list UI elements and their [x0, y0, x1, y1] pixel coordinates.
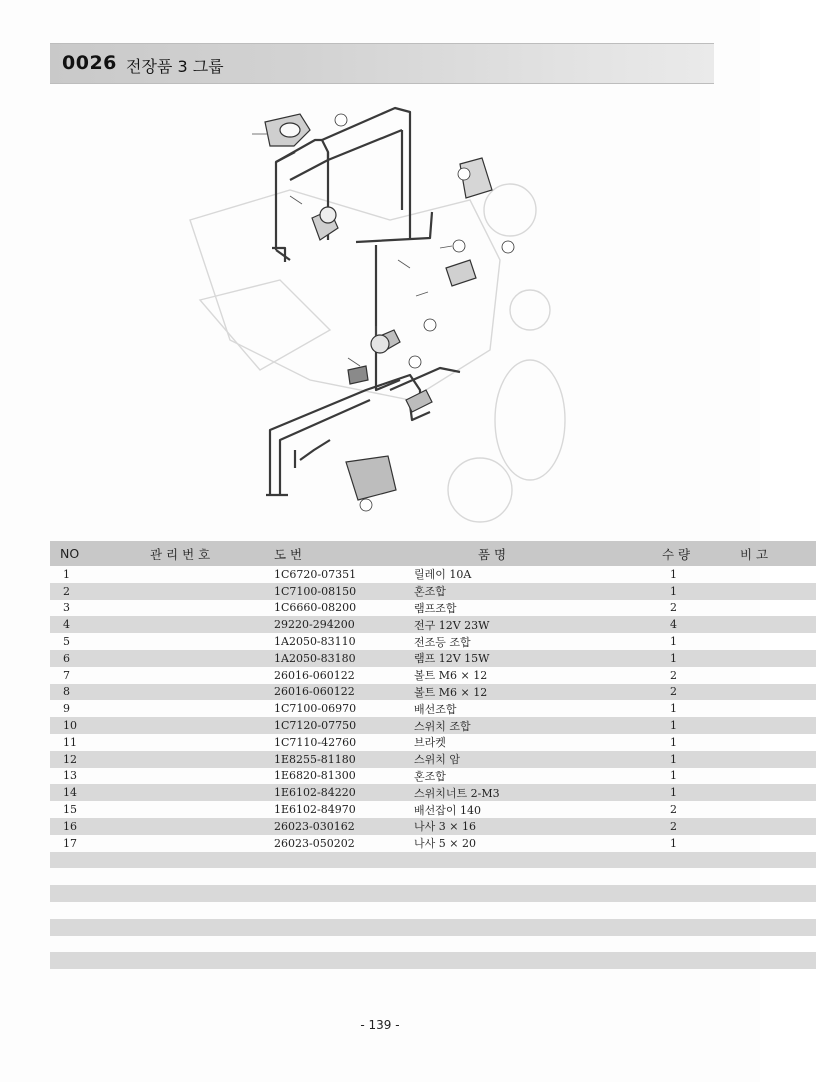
- cell-item: 스위치 조합: [414, 719, 471, 733]
- table-row: [50, 801, 816, 818]
- cell-no: 5: [63, 635, 70, 649]
- cell-qty: 1: [670, 651, 677, 665]
- cell-drawing: [274, 868, 414, 885]
- cell-qty: 2: [670, 685, 677, 699]
- page-number: - 139 -: [360, 1018, 400, 1032]
- cell-note: [722, 868, 816, 885]
- cell-qty: [662, 919, 722, 936]
- cell-mgmt: [140, 566, 274, 583]
- cell-mgmt: [140, 818, 274, 835]
- table-row: [50, 919, 816, 936]
- table-row: [50, 600, 816, 617]
- cell-item: 램프조합: [414, 601, 457, 615]
- cell-qty: 2: [670, 819, 677, 833]
- components: [265, 114, 492, 500]
- col-header-mgmt: 관 리 번 호: [150, 546, 211, 562]
- cell-item: 혼조합: [414, 769, 446, 783]
- cell-mgmt: [140, 650, 274, 667]
- table-row: [50, 885, 816, 902]
- cell-qty: 1: [670, 836, 677, 850]
- cell-note: [722, 768, 816, 785]
- cell-note: [722, 583, 816, 600]
- cell-item: [414, 885, 662, 902]
- cell-qty: 1: [670, 769, 677, 783]
- cell-drawing: 26016-060122: [274, 685, 355, 699]
- cell-drawing: 29220-294200: [274, 618, 355, 632]
- cell-qty: 1: [670, 584, 677, 598]
- cell-drawing: [274, 969, 414, 986]
- cell-mgmt: [140, 583, 274, 600]
- leader-lines: [252, 134, 452, 366]
- cell-item: 전조등 조합: [414, 635, 471, 649]
- cell-note: [722, 650, 816, 667]
- cell-qty: [662, 902, 722, 919]
- cell-note: [722, 936, 816, 953]
- cell-item: 스위치너트 2-M3: [414, 786, 500, 800]
- cell-drawing: 1E6102-84220: [274, 786, 356, 800]
- cell-note: [722, 784, 816, 801]
- table-row: [50, 734, 816, 751]
- cell-mgmt: [140, 784, 274, 801]
- cell-no: [50, 969, 140, 986]
- cell-note: [722, 734, 816, 751]
- cell-qty: [662, 936, 722, 953]
- cell-item: 나사 5 × 20: [414, 837, 476, 851]
- cell-item: [414, 919, 662, 936]
- cell-mgmt: [140, 919, 274, 936]
- cell-item: 브라켓: [414, 736, 446, 750]
- cell-drawing: 1E6820-81300: [274, 769, 356, 783]
- cell-note: [722, 600, 816, 617]
- cell-note: [722, 566, 816, 583]
- cell-no: [50, 868, 140, 885]
- section-header: [50, 43, 714, 84]
- table-row: [50, 868, 816, 885]
- cell-item: 혼조합: [414, 585, 446, 599]
- cell-mgmt: [140, 684, 274, 701]
- cell-no: 1: [63, 567, 70, 581]
- cell-item: 램프 12V 15W: [414, 652, 490, 666]
- cell-note: [722, 616, 816, 633]
- table-row: [50, 633, 816, 650]
- cell-drawing: [274, 885, 414, 902]
- cell-drawing: 1C6660-08200: [274, 601, 357, 615]
- cell-no: 14: [63, 786, 77, 800]
- cell-qty: 2: [670, 803, 677, 817]
- cell-drawing: 26016-060122: [274, 668, 355, 682]
- cell-qty: [662, 885, 722, 902]
- cell-item: [414, 969, 662, 986]
- cell-no: [50, 852, 140, 869]
- cell-no: 2: [63, 584, 70, 598]
- cell-note: [722, 801, 816, 818]
- cell-drawing: 1C7110-42760: [274, 735, 357, 749]
- cell-drawing: 1A2050-83110: [274, 635, 356, 649]
- cell-drawing: 1C7100-06970: [274, 702, 357, 716]
- cell-note: [722, 667, 816, 684]
- cell-no: 6: [63, 651, 70, 665]
- table-row: [50, 784, 816, 801]
- cell-note: [722, 835, 816, 852]
- table-row: [50, 852, 816, 869]
- col-header-note: 비 고: [740, 546, 769, 562]
- cell-note: [722, 717, 816, 734]
- cell-mgmt: [140, 868, 274, 885]
- cell-drawing: 26023-030162: [274, 819, 355, 833]
- cell-qty: 1: [670, 567, 677, 581]
- cell-item: 볼트 M6 × 12: [414, 685, 488, 699]
- cell-note: [722, 902, 816, 919]
- cell-mgmt: [140, 734, 274, 751]
- cell-qty: 2: [670, 668, 677, 682]
- table-row: [50, 566, 816, 583]
- cell-qty: 1: [670, 786, 677, 800]
- cell-item: 스위치 암: [414, 753, 461, 767]
- cell-item: [414, 852, 662, 869]
- cell-item: 배선조합: [414, 702, 457, 716]
- cell-mgmt: [140, 885, 274, 902]
- cell-no: 3: [63, 601, 70, 615]
- cell-mgmt: [140, 768, 274, 785]
- table-row: [50, 717, 816, 734]
- cell-qty: 1: [670, 752, 677, 766]
- cell-mgmt: [140, 852, 274, 869]
- cell-drawing: 1E6102-84970: [274, 803, 356, 817]
- cell-mgmt: [140, 600, 274, 617]
- table-row: [50, 684, 816, 701]
- cell-no: [50, 919, 140, 936]
- cell-drawing: 1E8255-81180: [274, 752, 356, 766]
- cell-mgmt: [140, 835, 274, 852]
- cell-no: 4: [63, 618, 70, 632]
- cell-qty: 2: [670, 601, 677, 615]
- cell-qty: [662, 868, 722, 885]
- cell-note: [722, 684, 816, 701]
- cell-no: 10: [63, 719, 77, 733]
- section-code: 0026: [62, 52, 117, 74]
- cell-qty: 1: [670, 702, 677, 716]
- table-row: [50, 700, 816, 717]
- cell-drawing: [274, 919, 414, 936]
- cell-mgmt: [140, 952, 274, 969]
- cell-no: [50, 952, 140, 969]
- cell-no: 7: [63, 668, 70, 682]
- cell-item: 전구 12V 23W: [414, 618, 490, 632]
- cell-drawing: 1C6720-07351: [274, 567, 357, 581]
- table-row: [50, 969, 816, 986]
- cell-note: [722, 852, 816, 869]
- col-header-qty: 수 량: [662, 546, 691, 562]
- cell-item: 나사 3 × 16: [414, 820, 476, 834]
- cell-mgmt: [140, 969, 274, 986]
- cell-item: 배선잡이 140: [414, 803, 481, 817]
- cell-mgmt: [140, 616, 274, 633]
- table-header-row: [50, 541, 816, 566]
- cell-drawing: [274, 952, 414, 969]
- cell-drawing: 1C7120-07750: [274, 719, 357, 733]
- cell-qty: 1: [670, 719, 677, 733]
- cell-qty: 4: [670, 618, 677, 632]
- cell-item: [414, 902, 662, 919]
- cell-drawing: [274, 852, 414, 869]
- table-row: [50, 751, 816, 768]
- table-row: [50, 818, 816, 835]
- cell-note: [722, 633, 816, 650]
- cell-qty: [662, 952, 722, 969]
- cell-mgmt: [140, 633, 274, 650]
- cell-note: [722, 818, 816, 835]
- col-header-item: 품 명: [478, 546, 507, 562]
- cell-item: 릴레이 10A: [414, 568, 472, 582]
- cell-mgmt: [140, 902, 274, 919]
- parts-table: [50, 541, 816, 986]
- cell-no: [50, 902, 140, 919]
- cell-drawing: [274, 902, 414, 919]
- table-row: [50, 902, 816, 919]
- cell-no: 11: [63, 735, 77, 749]
- cell-no: 16: [63, 819, 77, 833]
- table-row: [50, 952, 816, 969]
- cell-item: [414, 936, 662, 953]
- cell-drawing: [274, 936, 414, 953]
- cell-no: 12: [63, 752, 77, 766]
- cell-no: [50, 885, 140, 902]
- cell-drawing: 26023-050202: [274, 836, 355, 850]
- cell-qty: [662, 852, 722, 869]
- cell-no: 9: [63, 702, 70, 716]
- cell-note: [722, 885, 816, 902]
- col-header-no: NO: [60, 546, 80, 561]
- cell-qty: 1: [670, 735, 677, 749]
- table-row: [50, 650, 816, 667]
- table-row: [50, 616, 816, 633]
- cell-no: 17: [63, 836, 77, 850]
- table-row: [50, 583, 816, 600]
- cell-qty: [662, 969, 722, 986]
- cell-no: [50, 936, 140, 953]
- table-row: [50, 936, 816, 953]
- cell-note: [722, 919, 816, 936]
- cell-drawing: 1C7100-08150: [274, 584, 357, 598]
- cell-mgmt: [140, 936, 274, 953]
- table-row: [50, 835, 816, 852]
- section-title: 전장품 3 그룹: [126, 57, 224, 76]
- cell-no: 13: [63, 769, 77, 783]
- col-header-drawing: 도 번: [274, 546, 303, 562]
- table-row: [50, 768, 816, 785]
- table-row: [50, 667, 816, 684]
- cell-item: 볼트 M6 × 12: [414, 669, 488, 683]
- cell-no: 8: [63, 685, 70, 699]
- cell-item: [414, 952, 662, 969]
- cell-mgmt: [140, 751, 274, 768]
- cell-mgmt: [140, 700, 274, 717]
- cell-qty: 1: [670, 635, 677, 649]
- cell-mgmt: [140, 801, 274, 818]
- cell-note: [722, 751, 816, 768]
- cell-note: [722, 700, 816, 717]
- cell-note: [722, 969, 816, 986]
- cell-no: 15: [63, 803, 77, 817]
- cell-mgmt: [140, 717, 274, 734]
- frame-structure: [272, 108, 432, 390]
- cell-drawing: 1A2050-83180: [274, 651, 356, 665]
- cell-note: [722, 952, 816, 969]
- exploded-parts-diagram: [170, 100, 590, 520]
- cell-mgmt: [140, 667, 274, 684]
- cell-item: [414, 868, 662, 885]
